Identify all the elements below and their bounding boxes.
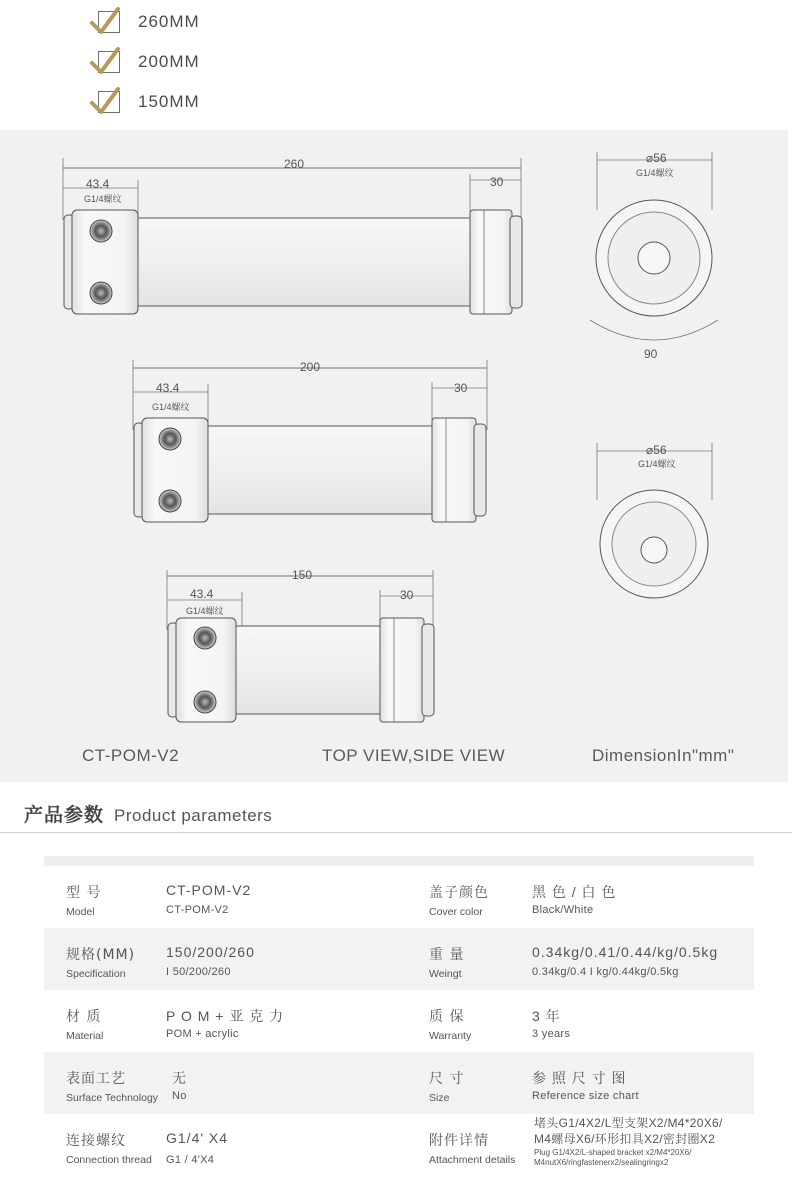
param-key-en: Model: [66, 906, 95, 918]
technical-drawing: [0, 130, 788, 782]
dimension-drawing-panel: [0, 130, 788, 782]
param-key-en: Warranty: [429, 1030, 472, 1042]
table-row: [44, 1052, 754, 1114]
param-key-en: Specification: [66, 968, 126, 980]
checkbox-150[interactable]: [90, 91, 120, 113]
tube-260-drawing: [63, 157, 522, 314]
check-icon: [90, 85, 124, 115]
diameter-label-2: ⌀56: [646, 443, 667, 457]
length-label-150: 150: [292, 568, 313, 582]
side-view-2: [597, 443, 712, 598]
param-value: 3 年: [532, 1008, 561, 1024]
param-value-en: CT-POM-V2: [166, 904, 229, 916]
param-key-en: Surface Technology: [66, 1092, 159, 1104]
table-row: [44, 1114, 754, 1176]
cap-label-150: 30: [400, 588, 414, 602]
length-label-200: 200: [300, 360, 321, 374]
param-value: 0.34kg/0.41/0.44/kg/0.5kg: [532, 944, 719, 960]
diameter-label-1: ⌀56: [646, 151, 667, 165]
param-key-en: Weingt: [429, 968, 462, 980]
param-key-en: Size: [429, 1092, 450, 1104]
param-value: 参 照 尺 寸 图: [532, 1070, 627, 1086]
param-key-zh: 质 保: [429, 1009, 465, 1025]
cap-label-260: 30: [490, 175, 504, 189]
section-title-zh: 产品参数: [24, 804, 105, 826]
thread-label-260: G1/4螺纹: [84, 194, 122, 204]
table-row: [44, 928, 754, 990]
param-key-zh: 表面工艺: [66, 1071, 126, 1087]
checkbox-200[interactable]: [90, 51, 120, 73]
option-label: 150MM: [138, 92, 200, 111]
caption-view: TOP VIEW,SIDE VIEW: [322, 746, 506, 765]
option-150mm[interactable]: [90, 87, 200, 117]
param-value: CT-POM-V2: [166, 882, 252, 898]
param-value-en: POM + acrylic: [166, 1028, 239, 1040]
param-value: 150/200/260: [166, 944, 255, 960]
checkbox-260[interactable]: [90, 11, 120, 33]
table-top-bar: [44, 856, 754, 866]
option-200mm[interactable]: [90, 47, 200, 77]
cap-label-200: 30: [454, 381, 468, 395]
length-label-260: 260: [284, 157, 305, 171]
param-value: 无: [172, 1070, 187, 1086]
param-value-en: G1 / 4'X4: [166, 1154, 215, 1166]
param-key-en: Attachment details: [429, 1154, 516, 1166]
option-label: 200MM: [138, 52, 200, 71]
block-label-150: 43.4: [190, 587, 214, 601]
caption-unit: DimensionIn"mm": [592, 746, 735, 765]
param-value-en: Black/White: [532, 904, 594, 916]
thread-label-side-2: G1/4螺纹: [638, 459, 676, 469]
side-view-1: [590, 151, 718, 361]
param-value-en: No: [172, 1090, 187, 1102]
param-key-zh: 连接螺纹: [66, 1133, 126, 1149]
param-value: G1/4' X4: [166, 1130, 229, 1146]
param-key-zh: 材 质: [66, 1009, 102, 1025]
table-row: [44, 990, 754, 1052]
option-label: 260MM: [138, 12, 200, 31]
params-table: [44, 856, 754, 1176]
tube-150-drawing: [167, 568, 434, 722]
param-key-en: Material: [66, 1030, 104, 1042]
block-label-200: 43.4: [156, 381, 180, 395]
param-key-en: Connection thread: [66, 1154, 152, 1166]
check-icon: [90, 5, 124, 35]
param-key-zh: 重 量: [429, 947, 465, 963]
param-key-en: Cover color: [429, 906, 483, 918]
table-row: [44, 866, 754, 928]
thread-label-side-1: G1/4螺纹: [636, 168, 674, 178]
param-value: P O M + 亚 克 力: [166, 1008, 285, 1024]
angle-label: 90: [644, 347, 658, 361]
param-value-en: M4nutX6/ringfastenerx2/sealingringx2: [534, 1158, 669, 1167]
check-icon: [90, 45, 124, 75]
param-value-en: Reference size chart: [532, 1090, 639, 1102]
param-value: 黑 色 / 白 色: [532, 884, 617, 900]
param-value: M4螺母X6/环形扣具X2/密封圈X2: [534, 1132, 716, 1146]
tube-200-drawing: [133, 360, 487, 522]
section-divider: [0, 832, 792, 833]
section-title-en: Product parameters: [114, 806, 273, 825]
param-key-zh: 型 号: [66, 885, 102, 901]
section-header: [24, 800, 272, 827]
option-260mm[interactable]: [90, 7, 200, 37]
param-key-zh: 尺 寸: [429, 1071, 465, 1087]
param-value-en: Plug G1/4X2/L-shaped bracket x2/M4*20X6/: [534, 1148, 692, 1157]
param-value-en: I 50/200/260: [166, 966, 231, 978]
param-value: 堵头G1/4X2/L型支架X2/M4*20X6/: [534, 1116, 723, 1130]
caption-model: CT-POM-V2: [82, 746, 180, 765]
param-key-zh: 规格(MM): [66, 947, 136, 963]
param-key-zh: 盖子颜色: [429, 885, 489, 901]
param-value-en: 0.34kg/0.4 I kg/0.44kg/0.5kg: [532, 966, 679, 978]
param-value-en: 3 years: [532, 1028, 571, 1040]
thread-label-200: G1/4螺纹: [152, 402, 190, 412]
param-key-zh: 附件详情: [429, 1133, 489, 1149]
block-label-260: 43.4: [86, 177, 110, 191]
thread-label-150: G1/4螺纹: [186, 606, 224, 616]
